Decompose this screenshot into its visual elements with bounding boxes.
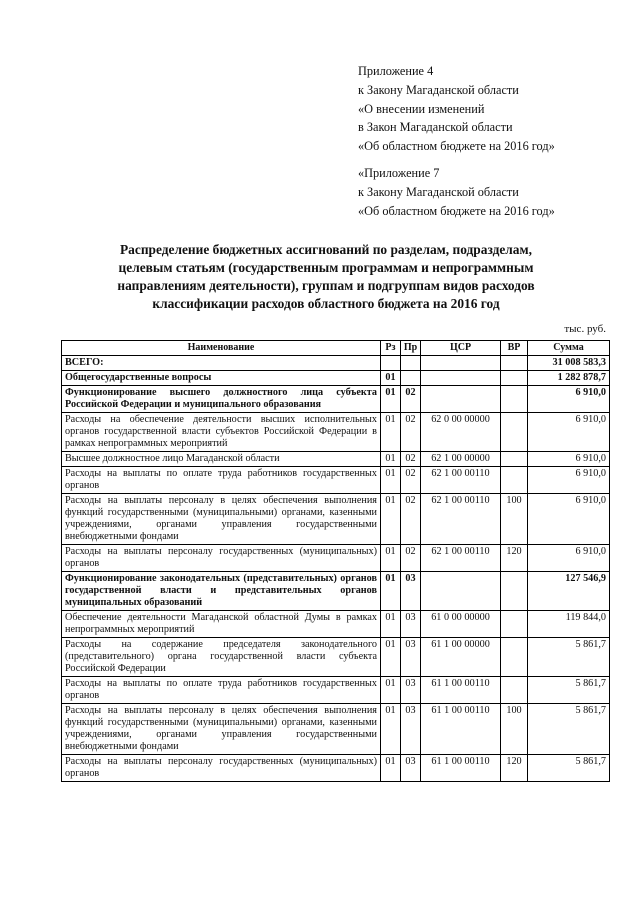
table-row xyxy=(62,386,610,413)
cell-pr: 02 xyxy=(401,545,421,572)
cell-pr: 02 xyxy=(401,494,421,545)
cell-vr xyxy=(501,371,528,386)
appendix-line: к Закону Магаданской области xyxy=(358,184,519,199)
cell-pr xyxy=(401,371,421,386)
cell-pr: 03 xyxy=(401,638,421,677)
cell-csr: 62 1 00 00000 xyxy=(421,452,501,467)
cell-pr xyxy=(401,356,421,371)
table-row xyxy=(62,572,610,611)
header-vr: ВР xyxy=(501,341,528,356)
table-header-row xyxy=(62,341,610,356)
cell-rz: 01 xyxy=(381,413,401,452)
cell-pr: 02 xyxy=(401,467,421,494)
cell-vr xyxy=(501,356,528,371)
cell-pr: 02 xyxy=(401,413,421,452)
cell-sum: 119 844,0 xyxy=(528,611,610,638)
cell-rz: 01 xyxy=(381,677,401,704)
cell-vr: 100 xyxy=(501,704,528,755)
cell-csr: 62 1 00 00110 xyxy=(421,494,501,545)
cell-pr: 03 xyxy=(401,572,421,611)
cell-csr xyxy=(421,386,501,413)
cell-rz: 01 xyxy=(381,638,401,677)
appendix-line: в Закон Магаданской области xyxy=(358,120,513,135)
cell-sum: 6 910,0 xyxy=(528,386,610,413)
title-line: классификации расходов областного бюджета на 2016 год xyxy=(152,296,500,311)
cell-csr: 61 1 00 00110 xyxy=(421,755,501,782)
cell-csr: 61 1 00 00110 xyxy=(421,677,501,704)
cell-vr xyxy=(501,386,528,413)
header-sum: Сумма xyxy=(528,341,610,356)
table-row xyxy=(62,545,610,572)
cell-sum: 6 910,0 xyxy=(528,494,610,545)
cell-vr xyxy=(501,467,528,494)
cell-csr: 61 0 00 00000 xyxy=(421,611,501,638)
cell-vr xyxy=(501,572,528,611)
cell-rz: 01 xyxy=(381,386,401,413)
cell-rz: 01 xyxy=(381,371,401,386)
cell-name: Расходы на выплаты персоналу в целях обеспечения выполнения функций государственными (муниципальными) органами, казенными учреждениями, органами управления государственными внебюджетными фондами xyxy=(62,704,381,755)
cell-vr xyxy=(501,611,528,638)
cell-name: Расходы на обеспечение деятельности высших исполнительных органов государственной власти субъектов Российской Федерации в рамках непрограммных мероприятий xyxy=(62,413,381,452)
table-row xyxy=(62,494,610,545)
title-line: направлениям деятельности), группам и подгруппам видов расходов xyxy=(117,278,535,293)
appendix-original xyxy=(358,164,628,220)
header-rz: Рз xyxy=(381,341,401,356)
title-line: Распределение бюджетных ассигнований по разделам, подразделам, xyxy=(120,242,532,257)
cell-name: Расходы на содержание председателя законодательного (представительного) органа государственной власти субъекта Российской Федерации xyxy=(62,638,381,677)
table-row xyxy=(62,467,610,494)
cell-csr: 62 1 00 00110 xyxy=(421,545,501,572)
cell-vr xyxy=(501,413,528,452)
title-line: целевым статьям (государственным программам и непрограммным xyxy=(118,260,534,275)
appendix-line: «Приложение 7 xyxy=(358,166,440,180)
appendix-line: «Об областном бюджете на 2016 год» xyxy=(358,139,555,154)
header-name: Наименование xyxy=(62,341,381,356)
cell-vr xyxy=(501,638,528,677)
cell-name: Функционирование высшего должностного лица субъекта Российской Федерации и муниципального образования xyxy=(62,386,381,413)
cell-name: Расходы на выплаты по оплате труда работников государственных органов xyxy=(62,467,381,494)
cell-rz: 01 xyxy=(381,452,401,467)
header-pr: Пр xyxy=(401,341,421,356)
appendix-current xyxy=(358,62,628,156)
cell-name: Расходы на выплаты персоналу в целях обеспечения выполнения функций государственными (муниципальными) органами, казенными учреждениями, органами управления государственными внебюджетными фондами xyxy=(62,494,381,545)
cell-name: Обеспечение деятельности Магаданской областной Думы в рамках непрограммных мероприятий xyxy=(62,611,381,638)
cell-sum: 6 910,0 xyxy=(528,413,610,452)
cell-vr: 120 xyxy=(501,755,528,782)
table-row xyxy=(62,371,610,386)
table-row xyxy=(62,755,610,782)
table-row xyxy=(62,413,610,452)
cell-pr: 03 xyxy=(401,755,421,782)
appendix-line: к Закону Магаданской области xyxy=(358,82,519,97)
table-body xyxy=(62,356,610,782)
cell-sum: 31 008 583,3 xyxy=(528,356,610,371)
table-row xyxy=(62,677,610,704)
cell-rz: 01 xyxy=(381,494,401,545)
cell-sum: 1 282 878,7 xyxy=(528,371,610,386)
cell-name: Расходы на выплаты по оплате труда работников государственных органов xyxy=(62,677,381,704)
table-row xyxy=(62,611,610,638)
cell-rz: 01 xyxy=(381,572,401,611)
cell-csr: 62 0 00 00000 xyxy=(421,413,501,452)
cell-sum: 5 861,7 xyxy=(528,755,610,782)
cell-sum: 5 861,7 xyxy=(528,704,610,755)
appendix-line: Приложение 4 xyxy=(358,64,434,78)
cell-csr: 61 1 00 00000 xyxy=(421,638,501,677)
header-csr: ЦСР xyxy=(421,341,501,356)
cell-pr: 03 xyxy=(401,677,421,704)
document-title xyxy=(76,241,576,313)
cell-vr: 100 xyxy=(501,494,528,545)
cell-rz: 01 xyxy=(381,467,401,494)
cell-rz: 01 xyxy=(381,704,401,755)
cell-name: Расходы на выплаты персоналу государственных (муниципальных) органов xyxy=(62,755,381,782)
table-row xyxy=(62,704,610,755)
cell-name: ВСЕГО: xyxy=(62,356,381,371)
cell-sum: 5 861,7 xyxy=(528,677,610,704)
cell-rz: 01 xyxy=(381,755,401,782)
cell-pr: 02 xyxy=(401,452,421,467)
cell-vr xyxy=(501,452,528,467)
cell-csr: 61 1 00 00110 xyxy=(421,704,501,755)
budget-table xyxy=(61,340,610,782)
appendix-line: «Об областном бюджете на 2016 год» xyxy=(358,203,555,218)
cell-rz xyxy=(381,356,401,371)
cell-sum: 6 910,0 xyxy=(528,452,610,467)
appendix-line: «О внесении изменений xyxy=(358,101,485,116)
cell-csr xyxy=(421,572,501,611)
cell-pr: 03 xyxy=(401,704,421,755)
table-row xyxy=(62,356,610,371)
cell-csr: 62 1 00 00110 xyxy=(421,467,501,494)
cell-pr: 02 xyxy=(401,386,421,413)
table-row xyxy=(62,638,610,677)
cell-name: Высшее должностное лицо Магаданской области xyxy=(62,452,381,467)
cell-sum: 6 910,0 xyxy=(528,467,610,494)
cell-name: Функционирование законодательных (представительных) органов государственной власти и представительных органов муниципальных образований xyxy=(62,572,381,611)
table-row xyxy=(62,452,610,467)
cell-rz: 01 xyxy=(381,611,401,638)
cell-sum: 127 546,9 xyxy=(528,572,610,611)
cell-name: Расходы на выплаты персоналу государственных (муниципальных) органов xyxy=(62,545,381,572)
cell-vr xyxy=(501,677,528,704)
cell-pr: 03 xyxy=(401,611,421,638)
cell-csr xyxy=(421,371,501,386)
cell-name: Общегосударственные вопросы xyxy=(62,371,381,386)
cell-sum: 6 910,0 xyxy=(528,545,610,572)
cell-csr xyxy=(421,356,501,371)
cell-sum: 5 861,7 xyxy=(528,638,610,677)
cell-vr: 120 xyxy=(501,545,528,572)
units-label: тыс. руб. xyxy=(564,323,606,335)
cell-rz: 01 xyxy=(381,545,401,572)
